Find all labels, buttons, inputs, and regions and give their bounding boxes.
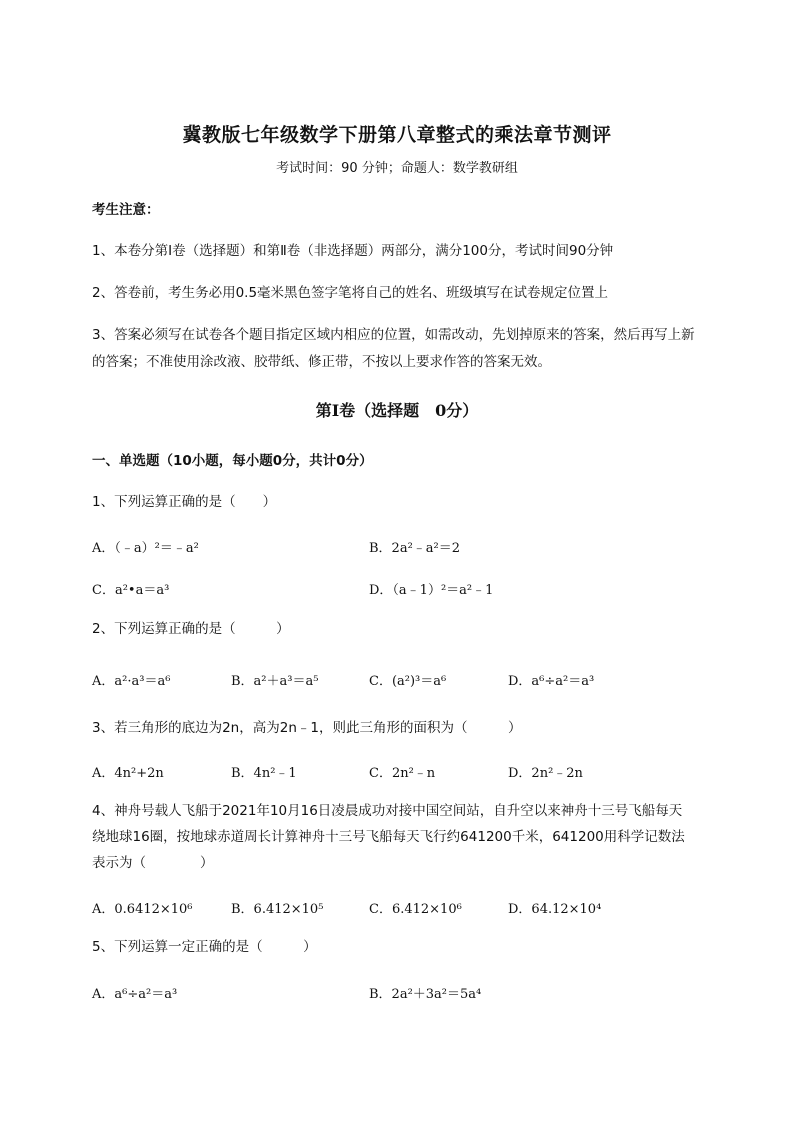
question-5-option-b[interactable]: B．2a²＋3a²＝5a⁴ xyxy=(369,987,482,1002)
question-2-stem: 2、下列运算正确的是（ ） xyxy=(92,621,290,637)
question-3-stem: 3、若三角形的底边为2n，高为2n﹣1，则此三角形的面积为（ ） xyxy=(92,720,522,736)
question-3-option-d[interactable]: D．2n²﹣2n xyxy=(508,766,583,781)
question-2-option-c[interactable]: C．(a²)³＝a⁶ xyxy=(369,674,447,689)
question-3-option-c[interactable]: C．2n²﹣n xyxy=(369,766,436,781)
exam-subtitle: 考试时间：90 分钟；命题人：数学教研组 xyxy=(276,161,518,176)
question-4-option-b[interactable]: B．6.412×10⁵ xyxy=(231,902,324,917)
question-2-option-d[interactable]: D．a⁶÷a²＝a³ xyxy=(508,674,595,689)
notice-item-1: 1、本卷分第Ⅰ卷（选择题）和第Ⅱ卷（非选择题）两部分，满分100分，考试时间90分钟 xyxy=(92,243,614,259)
question-4-stem-line-2: 绕地球16圈，按地球赤道周长计算神舟十三号飞船每天飞行约641200千米，641200用科学记数法 xyxy=(92,829,685,845)
question-1-option-d[interactable]: D．（a﹣1）²＝a²﹣1 xyxy=(369,583,494,598)
question-3-option-a[interactable]: A．4n²+2n xyxy=(92,766,164,781)
exam-title: 冀教版七年级数学下册第八章整式的乘法章节测评 xyxy=(182,124,612,146)
question-2-option-a[interactable]: A．a²·a³＝a⁶ xyxy=(92,674,171,689)
question-5-option-a[interactable]: A．a⁶÷a²＝a³ xyxy=(92,987,178,1002)
notice-heading: 考生注意： xyxy=(92,202,160,218)
question-1-option-a[interactable]: A．（﹣a）²＝﹣a² xyxy=(92,541,199,556)
notice-item-3: 3、答案必须写在试卷各个题目指定区域内相应的位置，如需改动，先划掉原来的答案，然后再写上新 xyxy=(92,327,695,343)
question-1-stem: 1、下列运算正确的是（ ） xyxy=(92,494,277,510)
question-3-option-b[interactable]: B．4n²﹣1 xyxy=(231,766,297,781)
question-4-option-d[interactable]: D．64.12×10⁴ xyxy=(508,902,602,917)
notice-item-2: 2、答卷前，考生务必用0.5毫米黑色签字笔将自己的姓名、班级填写在试卷规定位置上 xyxy=(92,285,609,301)
question-1-option-c[interactable]: C．a²•a＝a³ xyxy=(92,583,170,598)
question-4-stem-line-3: 表示为（ ） xyxy=(92,855,214,871)
question-2-option-b[interactable]: B．a²＋a³＝a⁵ xyxy=(231,674,319,689)
notice-item-3-cont: 的答案；不准使用涂改液、胶带纸、修正带，不按以上要求作答的答案无效。 xyxy=(92,354,551,370)
question-1-option-b[interactable]: B．2a²﹣a²＝2 xyxy=(369,541,461,556)
question-4-option-a[interactable]: A．0.6412×10⁶ xyxy=(92,902,193,917)
part-heading: 一、单选题（10小题，每小题0分，共计0分） xyxy=(92,453,373,469)
question-4-stem-line-1: 4、神舟号载人飞船于2021年10月16日凌晨成功对接中国空间站，自升空以来神舟十三号飞船每天 xyxy=(92,803,683,819)
section-title: 第Ⅰ卷（选择题 0分） xyxy=(315,401,479,420)
question-5-stem: 5、下列运算一定正确的是（ ） xyxy=(92,939,317,955)
question-4-option-c[interactable]: C．6.412×10⁶ xyxy=(369,902,462,917)
